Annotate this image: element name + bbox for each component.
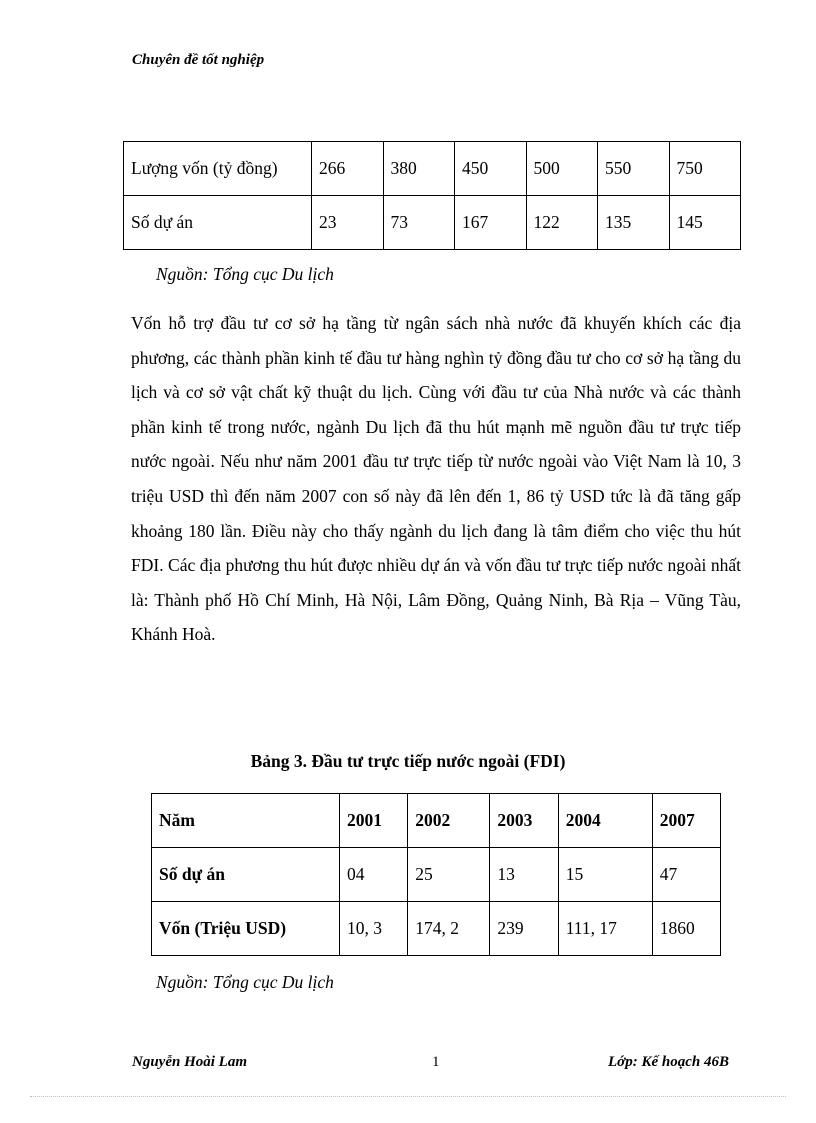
table1-source: Nguồn: Tổng cục Du lịch	[156, 264, 334, 284]
header-label: Năm	[152, 794, 340, 848]
table-cell: 23	[312, 196, 384, 250]
table-row	[124, 142, 741, 196]
table2-caption: Bảng 3. Đầu tư trực tiếp nước ngoài (FDI)	[250, 751, 566, 771]
year-header: 2002	[408, 794, 490, 848]
table-cell: 145	[669, 196, 741, 250]
table-cell: 10, 3	[340, 902, 408, 956]
year-header: 2007	[652, 794, 720, 848]
year-header: 2003	[490, 794, 558, 848]
table-cell: 15	[558, 848, 652, 902]
table-cell: 122	[526, 196, 598, 250]
row-label: Vốn (Triệu USD)	[152, 902, 340, 956]
table-row	[152, 848, 721, 902]
table-row	[152, 902, 721, 956]
table-cell: 135	[598, 196, 670, 250]
table-cell: 13	[490, 848, 558, 902]
table-cell: 47	[652, 848, 720, 902]
footer-class: Lớp: Kế hoạch 46B	[608, 1054, 729, 1070]
table-header-row	[152, 794, 721, 848]
footer-author: Nguyễn Hoài Lam	[132, 1054, 247, 1070]
table-cell: 174, 2	[408, 902, 490, 956]
table-cell: 380	[383, 142, 455, 196]
row-label: Số dự án	[152, 848, 340, 902]
table-cell: 266	[312, 142, 384, 196]
row-label: Số dự án	[124, 196, 312, 250]
table-cell: 239	[490, 902, 558, 956]
table-cell: 25	[408, 848, 490, 902]
table-cell: 04	[340, 848, 408, 902]
table-cell: 111, 17	[558, 902, 652, 956]
page-number: 1	[432, 1054, 440, 1070]
table2-source: Nguồn: Tổng cục Du lịch	[156, 972, 334, 992]
table-cell: 500	[526, 142, 598, 196]
table-cell: 750	[669, 142, 741, 196]
year-header: 2001	[340, 794, 408, 848]
fdi-table	[151, 793, 721, 956]
row-label: Lượng vốn (tỷ đồng)	[124, 142, 312, 196]
page-header-title: Chuyên đề tốt nghiệp	[132, 52, 265, 68]
page-bottom-divider	[30, 1096, 786, 1097]
body-paragraph: Vốn hỗ trợ đầu tư cơ sở hạ tầng từ ngân sách nhà nước đã khuyến khích các địa phương, các thành phần kinh tế đầu tư hàng nghìn tỷ đồng đầu tư cho cơ sở hạ tầng du lịch và cơ sở vật chất kỹ thuật du lịch. Cùng với đầu tư của Nhà nước và các thành phần kinh tế trong nước, ngành Du lịch đã thu hút mạnh mẽ nguồn đầu tư trực tiếp nước ngoài. Nếu như năm 2001 đầu tư trực tiếp từ nước ngoài vào Việt Nam là 10, 3 triệu USD thì đến năm 2007 con số này đã lên đến 1, 86 tỷ USD tức là đã tăng gấp khoảng 180 lần. Điều này cho thấy ngành du lịch đang là tâm điểm cho việc thu hút FDI. Các địa phương thu hút được nhiều dự án và vốn đầu tư trực tiếp nước ngoài nhất là: Thành phố Hồ Chí Minh, Hà Nội, Lâm Đồng, Quảng Ninh, Bà Rịa – Vũng Tàu, Khánh Hoà.	[131, 313, 741, 645]
year-header: 2004	[558, 794, 652, 848]
table-cell: 550	[598, 142, 670, 196]
table-cell: 450	[455, 142, 527, 196]
table-cell: 167	[455, 196, 527, 250]
table-cell: 1860	[652, 902, 720, 956]
table-cell: 73	[383, 196, 455, 250]
table-row	[124, 196, 741, 250]
investment-capital-table	[123, 141, 741, 250]
